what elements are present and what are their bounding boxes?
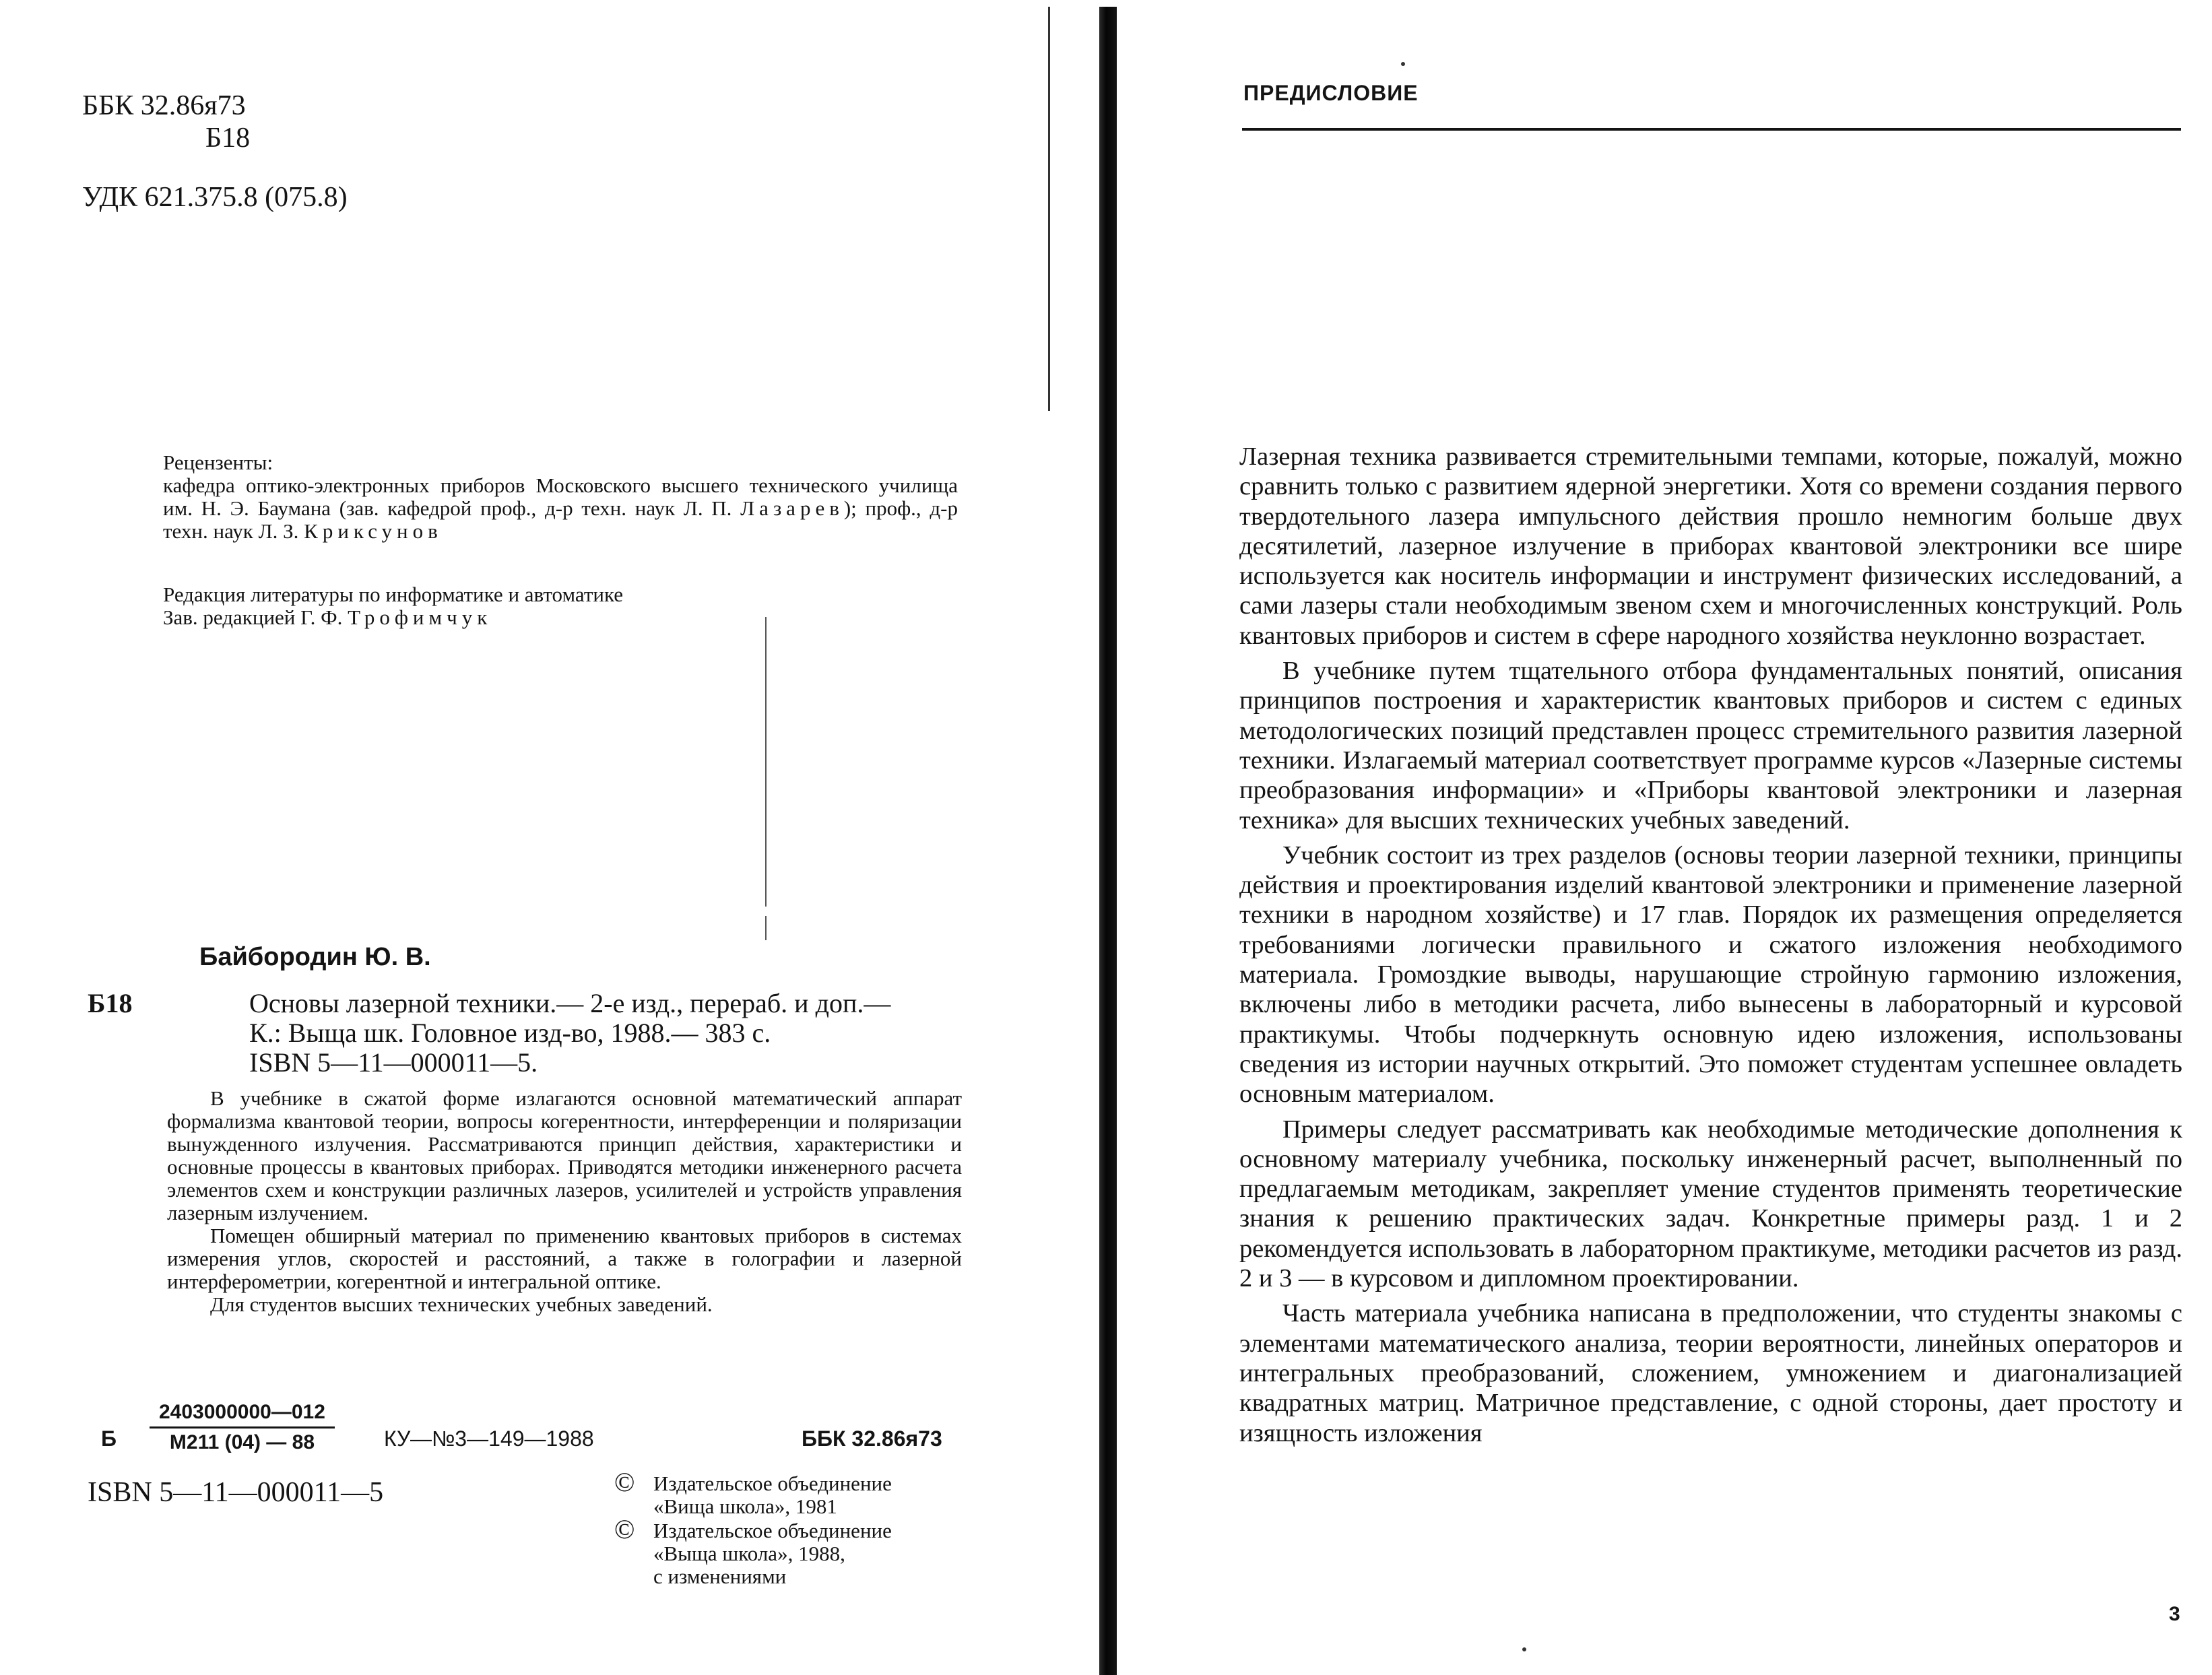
- imprint-order: КУ—№3—149—1988: [384, 1426, 594, 1451]
- vertical-mark: [765, 617, 767, 907]
- print-speck: [1401, 62, 1405, 66]
- annotation-paragraph: Для студентов высших технических учебных заведений.: [210, 1292, 713, 1316]
- copyright-line: «Выща школа», 1988,: [653, 1542, 845, 1565]
- reviewer-name-1: Лазарев: [740, 496, 844, 520]
- copyright-block: [614, 1467, 892, 1589]
- preface-paragraph: Часть материала учебника написана в предположении, что студенты знакомы с элементами математического анализа, теории вероятности, линейных операторов и интегральных преобразований, сложением, умножением и диагонализацией квадратных матриц. Матричное представление, с одной стороны, дает простоту и изящность изложения: [1239, 1299, 2182, 1447]
- copyright-entry: [614, 1467, 892, 1518]
- right-page: [1118, 0, 2212, 1675]
- reviewer-name-2: Криксунов: [304, 519, 443, 543]
- reviewers-block: [163, 451, 958, 543]
- copyright-icon: ©: [614, 1514, 635, 1544]
- editorial-line: Редакция литературы по информатике и автоматике: [163, 583, 623, 606]
- imprint-numerator: 2403000000—012: [150, 1401, 335, 1428]
- bbk-author-mark: Б18: [205, 123, 251, 154]
- imprint-denominator: М211 (04) — 88: [169, 1431, 315, 1453]
- author-name: Байбородин Ю. В.: [199, 943, 431, 971]
- reviewers-text: кафедра оптико-электронных приборов Московского высшего технического училища им. Н. Э. Баумана (зав. кафедрой проф., д-р техн. наук Л. П.: [163, 473, 958, 520]
- catalog-line-3: ISBN 5—11—000011—5.: [249, 1047, 538, 1078]
- copyright-line: с изменениями: [653, 1565, 787, 1588]
- copyright-line: «Вища школа», 1981: [653, 1495, 837, 1518]
- preface-paragraph: Примеры следует рассматривать как необходимые методические дополнения к основному материалу учебника, поскольку инженерный расчет, выполненный по предлагаемым методикам, закрепляет умение студентов применять теоретические знания к решению практических задач. Конкретные примеры разд. 1 и 2 рекомендуется использовать в лабораторном практикуме, методики расчетов из разд. 2 и 3 — в курсовом и дипломном проектировании.: [1239, 1115, 2182, 1293]
- udk-code: УДК 621.375.8 (075.8): [82, 182, 348, 213]
- preface-paragraph: Лазерная техника развивается стремительными темпами, которые, пожалуй, можно сравнить только с развитием ядерной энергетики. Хотя со времени создания первого твердотельного лазера импульсного действия прошло немногим больше двух десятилетий, лазерное излучение в приборах квантовой электроники все шире используется как носитель информации и инструмент физических исследований, а сами лазеры стали необходимым звеном схем и многочисленных конструкций. Роль квантовых приборов и систем в сфере народного хозяйства неуклонно возрастает.: [1239, 442, 2182, 650]
- imprint-letter: Б: [101, 1426, 117, 1451]
- book-spine: [1099, 7, 1117, 1675]
- annotation-paragraph: Помещен обширный материал по применению квантовых приборов в системах измерения углов, скоростей и расстояний, а также в голографии и лазерной интерферометрии, когерентной и интегральной оптике.: [167, 1224, 962, 1293]
- editor-line: [163, 606, 958, 629]
- catalog-line-1: Основы лазерной техники.— 2-е изд., перераб. и доп.—: [249, 988, 891, 1018]
- copyright-entry: [614, 1514, 892, 1588]
- page-number: 3: [2169, 1603, 2180, 1625]
- preface-paragraph: В учебнике путем тщательного отбора фундаментальных понятий, описания принципов построения и характеристик квантовых приборов и систем с единых методологических позиций представлен процесс стремительного развития лазерной техники. Излагаемый материал соответствует программе курсов «Лазерные системы преобразования информации» и «Приборы квантовой электроники и лазерная техника» для высших технических учебных заведений.: [1239, 657, 2182, 834]
- vertical-mark: [765, 916, 767, 940]
- copyright-line: Издательское объединение: [653, 1519, 892, 1542]
- copyright-icon: ©: [614, 1467, 635, 1497]
- left-page: [0, 0, 1071, 1675]
- annotation: [167, 1087, 962, 1316]
- title-rule: [1242, 128, 2181, 131]
- imprint-bbk: ББК 32.86я73: [802, 1426, 942, 1451]
- print-speck: [1522, 1647, 1526, 1651]
- reviewers-text-2: ); проф., д-р техн. наук Л. З.: [163, 496, 958, 543]
- preface-body: [1239, 442, 2182, 1453]
- editor-name: Трофимчук: [348, 605, 492, 629]
- catalog-code: Б18: [88, 988, 133, 1018]
- preface-paragraph: Учебник состоит из трех разделов (основы теории лазерной техники, принципы действия и проектирования изделий квантовой электроники и применение лазерной техники в народном хозяйстве) и 17 глав. Порядок их размещения определяется требованиями логически правильного и сжатого изложения необходимого материала. Громоздкие выводы, нарушающие стройную гармонию изложения, включены либо в методики расчета, либо вынесены в лабораторный и курсовой практикумы. Чтобы подчеркнуть основную идею изложения, использованы сведения из истории научных открытий. Это поможет студентам успешнее овладеть основным материалом.: [1239, 841, 2182, 1109]
- editorial-block: [163, 583, 958, 629]
- catalog-text: [165, 989, 960, 1078]
- bbk-code: ББК 32.86я73: [82, 90, 246, 121]
- copyright-line: Издательское объединение: [653, 1472, 892, 1495]
- isbn: ISBN 5—11—000011—5: [88, 1477, 384, 1508]
- annotation-paragraph: В учебнике в сжатой форме излагаются основной математический аппарат формализма квантовой теории, вопросы когерентности, интерференции и поляризации вынужденного излучения. Рассматриваются принцип действия, характеристики и основные процессы в квантовых приборах. Приводятся методики инженерного расчета элементов схем и конструкции различных лазеров, усилителей и устройств управления лазерным излучением.: [167, 1086, 962, 1224]
- page-title: ПРЕДИСЛОВИЕ: [1243, 81, 1419, 105]
- catalog-line-2: К.: Выща шк. Головное изд-во, 1988.— 383 с.: [249, 1018, 771, 1048]
- reviewers-heading: Рецензенты:: [163, 451, 273, 474]
- editor-prefix: Зав. редакцией Г. Ф.: [163, 605, 348, 629]
- imprint-fraction: [150, 1401, 335, 1454]
